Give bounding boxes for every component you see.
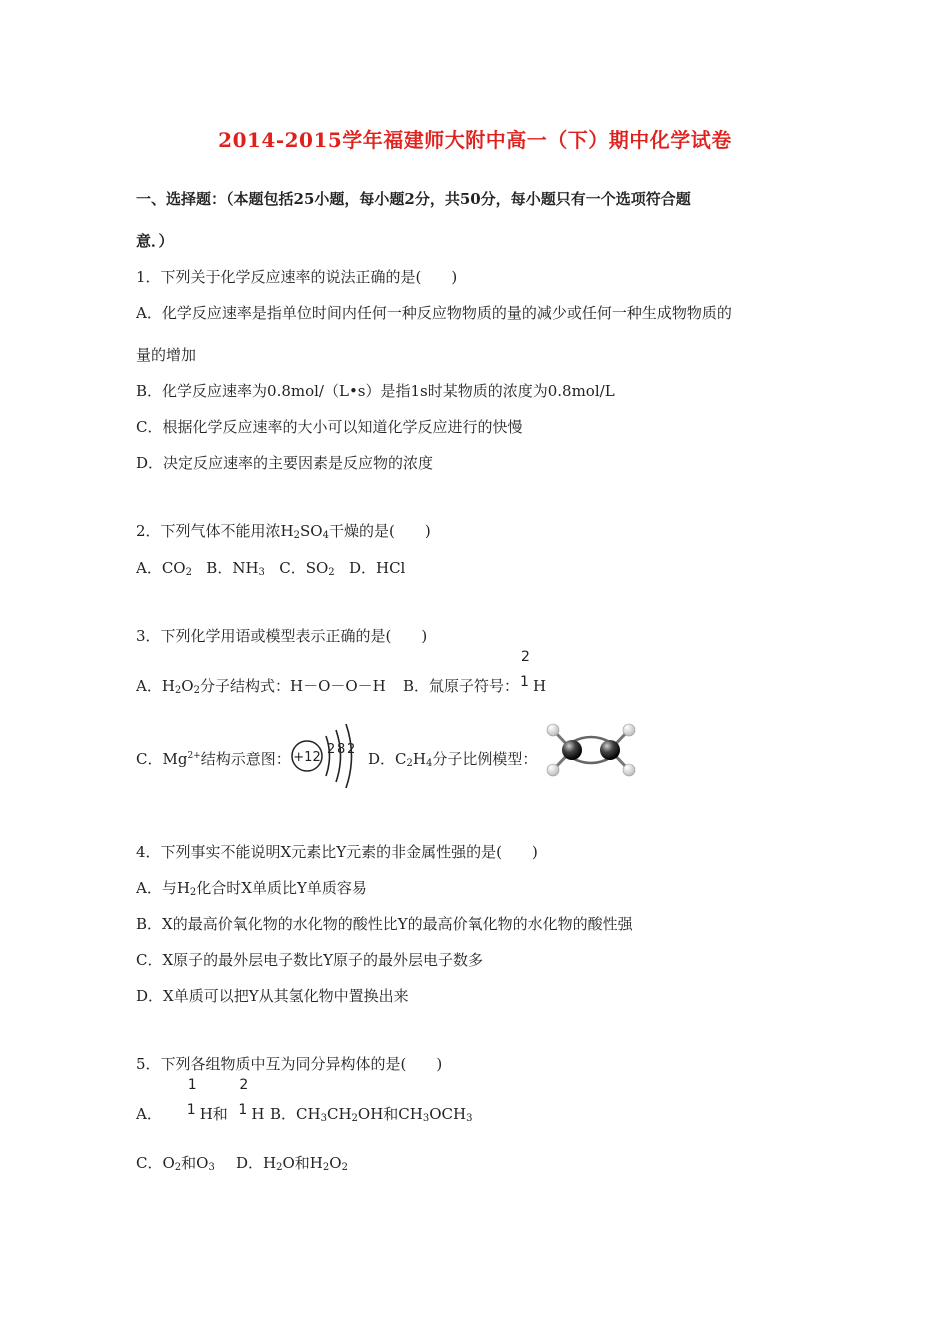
q2-options — [136, 557, 405, 578]
q5-option-a: A． 1 1 H和 2 1 H — [136, 1077, 265, 1123]
q4-option-d: D．X单质可以把Y从其氢化物中置换出来 — [136, 987, 409, 1005]
q2-option-b: B．$NH_3$ — [206, 559, 265, 578]
hydrogen-atom — [623, 764, 635, 776]
mg-ion-structure-diagram — [286, 720, 362, 790]
q2-option-d: D．HCl — [348, 559, 406, 577]
q1-option-a-cont: 量的增加 — [136, 346, 197, 364]
q3-option-c: C．$Mg^{2+}$结构示意图： — [136, 750, 291, 768]
nucleus-charge: +12 — [293, 750, 321, 765]
hydrogen-atom — [623, 724, 635, 736]
q4-option-c: C．X原子的最外层电子数比Y原子的最外层电子数多 — [136, 951, 484, 969]
q1-option-a: A．化学反应速率是指单位时间内任何一种反应物物质的量的减少或任何一种生成物物质的 — [136, 304, 732, 322]
q5-stem: 5．下列各组物质中互为同分异构体的是( ) — [136, 1055, 443, 1073]
q3-option-b: B．氚原子符号： 2 1 H — [403, 649, 547, 695]
q1-option-b: B．化学反应速率为0.8mol/（L•s）是指1s时某物质的浓度为0.8mol/L — [136, 382, 615, 400]
carbon-atom — [562, 740, 582, 760]
carbon-atom — [600, 740, 620, 760]
deuterium-symbol: 2 1 — [238, 1077, 249, 1118]
page-title: 2014-2015学年福建师大附中高一（下）期中化学试卷 — [218, 128, 732, 152]
section-heading-cont: 意．） — [136, 232, 174, 250]
q4-option-a: A．与$H_2$化合时X单质比Y单质容易 — [136, 879, 367, 898]
q1-option-c: C．根据化学反应速率的大小可以知道化学反应进行的快慢 — [136, 418, 523, 436]
q5-option-d: D．$H_2O$和$H_2O_2$ — [236, 1154, 348, 1173]
q2-option-c: C．$SO_2$ — [279, 559, 335, 578]
q4-stem: 4．下列事实不能说明X元素比Y元素的非金属性强的是( ) — [136, 843, 538, 861]
protium-symbol: 1 1 — [186, 1077, 197, 1118]
shell-electrons-2: 8 — [337, 742, 346, 757]
shell-electrons-3: 2 — [347, 742, 356, 757]
hydrogen-atom — [547, 764, 559, 776]
q2-stem: 2．下列气体不能用浓$H_2SO_4$干燥的是( ) — [136, 522, 431, 541]
q1-stem: 1．下列关于化学反应速率的说法正确的是( ) — [136, 268, 458, 286]
q1-option-d: D．决定反应速率的主要因素是反应物的浓度 — [136, 454, 434, 472]
shell-electrons-1: 2 — [327, 742, 336, 757]
q3-option-a: A．$H_2O_2$分子结构式：H－O－O－H — [136, 677, 386, 696]
ethylene-space-filling-model — [540, 720, 644, 782]
q5-option-b: B．$CH_3CH_2OH$和$CH_3OCH_3$ — [270, 1105, 473, 1124]
q2-option-a: A．$CO_2$ — [136, 559, 192, 578]
q5-option-c: C．$O_2$和$O_3$ — [136, 1154, 215, 1173]
q3-option-d: D．$C_2H_4$分子比例模型： — [368, 750, 538, 769]
tritium-symbol: 2 1 — [520, 649, 530, 690]
q4-option-b: B．X的最高价氧化物的水化物的酸性比Y的最高价氧化物的水化物的酸性强 — [136, 915, 633, 933]
q3-stem: 3．下列化学用语或模型表示正确的是( ) — [136, 627, 428, 645]
section-heading: 一、选择题：（本题包括25小题，每小题2分，共50分，每小题只有一个选项符合题 — [136, 190, 691, 208]
hydrogen-atom — [547, 724, 559, 736]
